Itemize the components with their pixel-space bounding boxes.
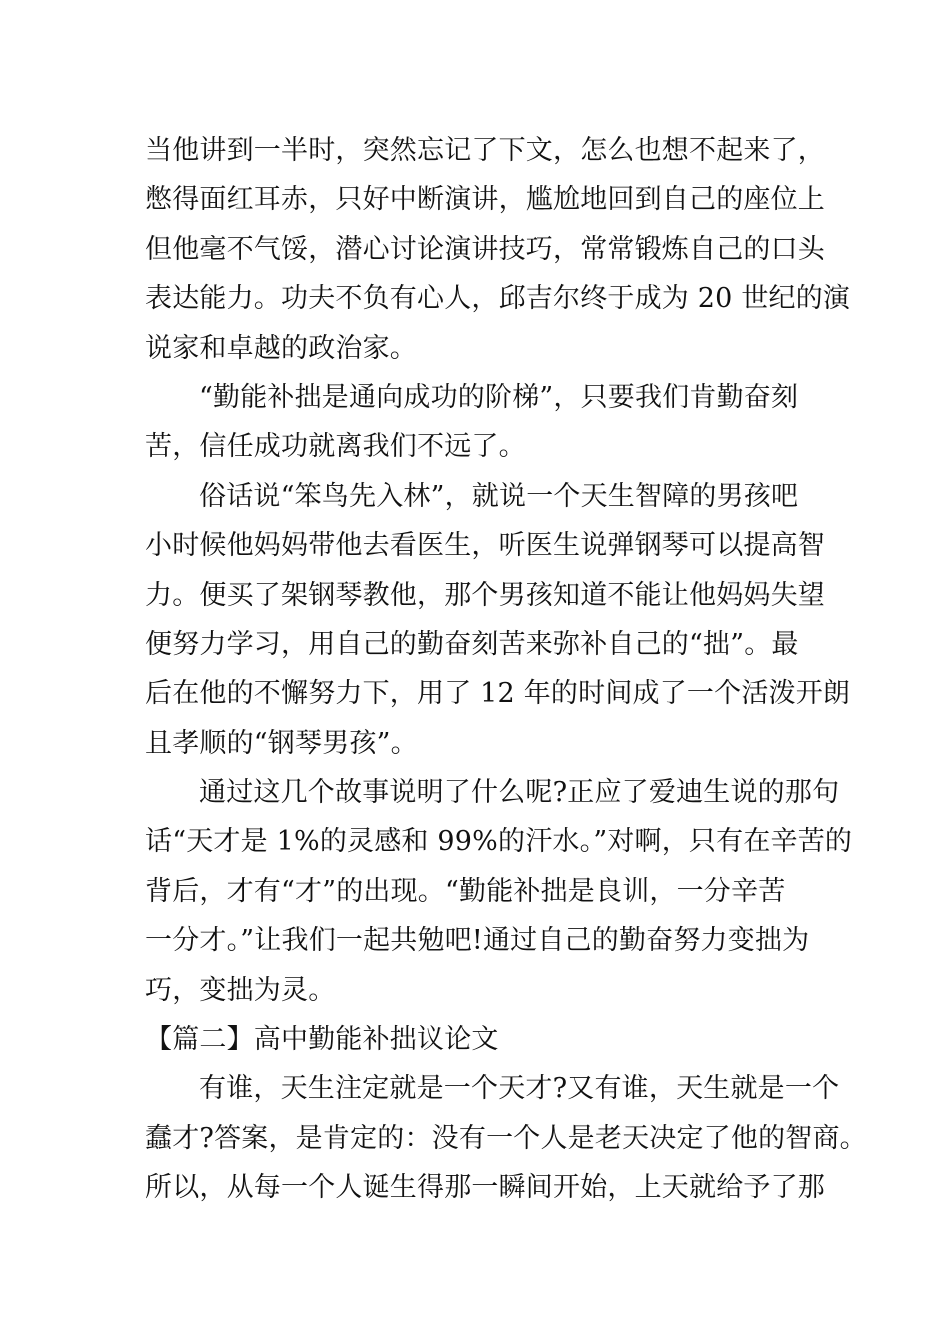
text-line: 后在他的不懈努力下，用了 12 年的时间成了一个活泼开朗 (145, 678, 851, 710)
text-line: 巧，变拙为灵。 (145, 974, 336, 1006)
text-line: 俗话说“笨鸟先入林”，就说一个天生智障的男孩吧 (199, 480, 799, 512)
text-line: 通过这几个故事说明了什么呢?正应了爱迪生说的那句 (199, 777, 840, 809)
text-line: 小时候他妈妈带他去看医生，听医生说弹钢琴可以提高智 (145, 530, 825, 562)
text-line: 但他毫不气馁，潜心讨论演讲技巧，常常锻炼自己的口头 (145, 233, 825, 265)
text-line: “勤能补拙是通向成功的阶梯”，只要我们肯勤奋刻 (199, 381, 799, 413)
text-line: 力。便买了架钢琴教他，那个男孩知道不能让他妈妈失望 (145, 579, 825, 611)
text-line: 有谁，天生注定就是一个天才?又有谁，天生就是一个 (199, 1073, 840, 1105)
text-line: 表达能力。功夫不负有心人，邱吉尔终于成为 20 世纪的演 (145, 283, 851, 315)
text-line: 且孝顺的“钢琴男孩”。 (145, 727, 418, 759)
text-line: 憋得面红耳赤，只好中断演讲，尴尬地回到自己的座位上 (145, 184, 825, 216)
text-line: 苦，信任成功就离我们不远了。 (145, 431, 526, 463)
text-line: 所以，从每一个人诞生得那一瞬间开始，上天就给予了那 (145, 1172, 825, 1204)
text-line: 话“天才是 1%的灵感和 99%的汗水。”对啊，只有在辛苦的 (145, 826, 853, 858)
section-heading: 【篇二】高中勤能补拙议论文 (145, 1024, 499, 1056)
text-line: 背后，才有“才”的出现。“勤能补拙是良训，一分辛苦 (145, 875, 786, 907)
text-line: 当他讲到一半时，突然忘记了下文，怎么也想不起来了， (145, 135, 825, 166)
text-line: 便努力学习，用自己的勤奋刻苦来弥补自己的“拙”。最 (145, 628, 799, 660)
text-line: 一分才。”让我们一起共勉吧!通过自己的勤奋努力变拙为 (145, 925, 810, 957)
document-body (145, 126, 867, 1213)
text-line: 蠢才?答案，是肯定的：没有一个人是老天决定了他的智商。 (145, 1122, 867, 1154)
text-line: 说家和卓越的政治家。 (145, 332, 417, 364)
